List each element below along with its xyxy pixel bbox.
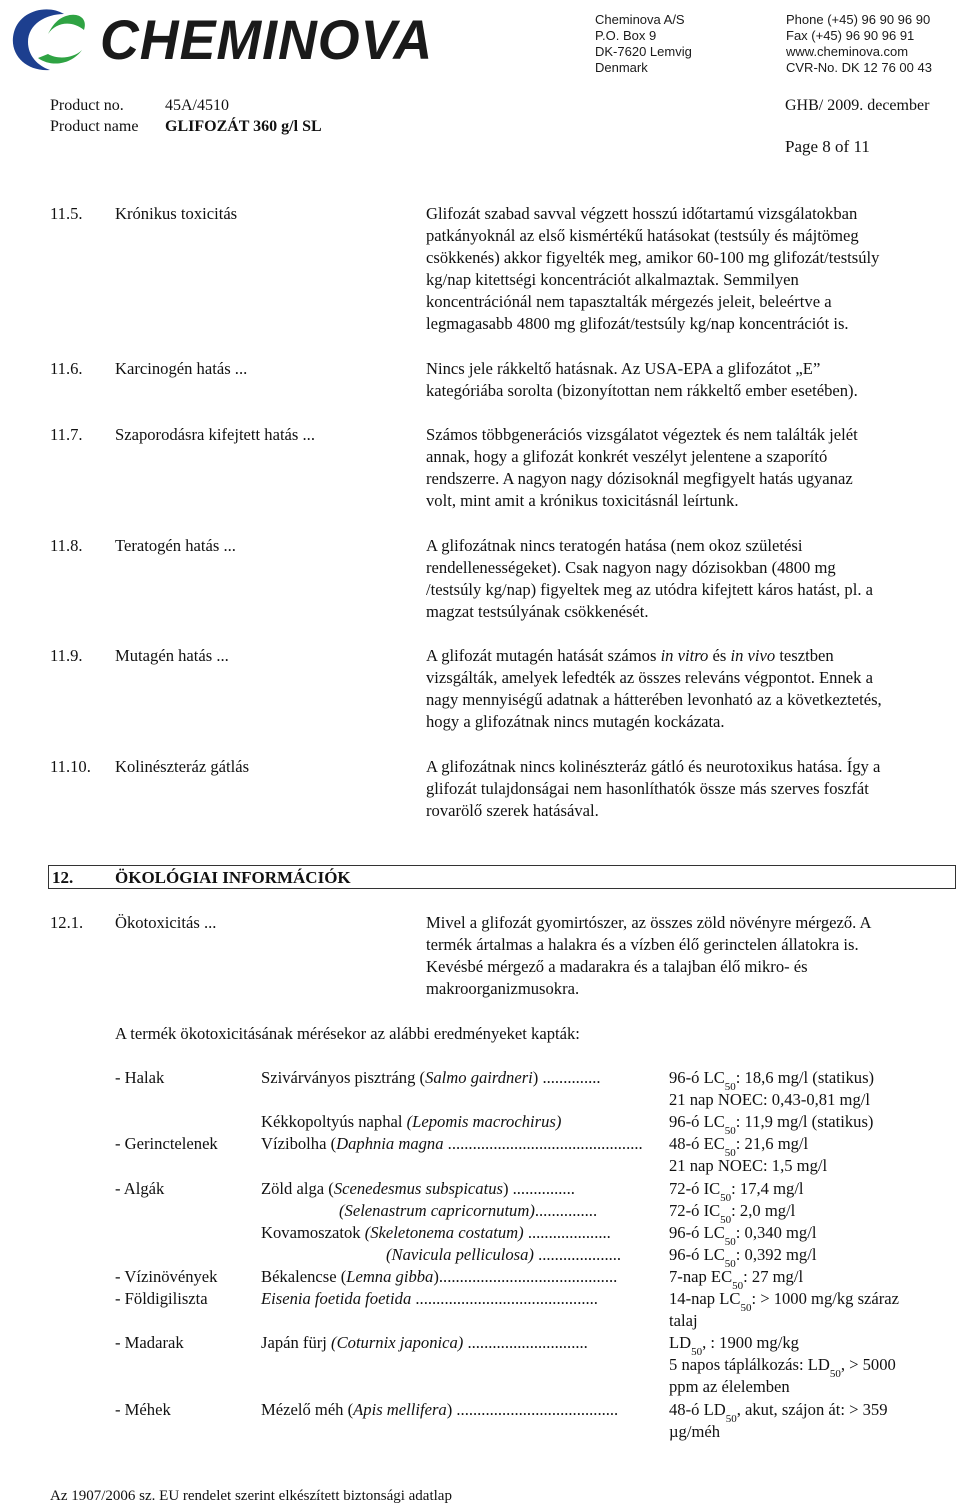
value-text: talaj xyxy=(669,1311,698,1330)
section-text xyxy=(426,424,956,512)
organism-group: - Méhek xyxy=(115,1400,171,1419)
text-line: glifozát tulajdonságai nem hasonlíthatók össze más szerves foszfát xyxy=(426,779,869,798)
toxicity-value xyxy=(669,1222,954,1249)
toxicity-value xyxy=(669,1421,954,1443)
species-name xyxy=(261,1399,661,1421)
species-text: Szivárványos pisztráng ( xyxy=(261,1068,426,1087)
footer: Az 1907/2006 sz. EU rendelet szerint elkészített biztonsági adatlap xyxy=(50,1488,452,1504)
toxicity-value xyxy=(669,1310,954,1332)
species-text: Kékkopoltyús naphal xyxy=(261,1112,407,1131)
species-text: Kovamoszatok xyxy=(261,1223,365,1242)
species-name xyxy=(261,1266,661,1288)
toxicity-value xyxy=(669,1332,954,1359)
page-number: Page 8 of 11 xyxy=(785,137,870,156)
company-contact xyxy=(786,12,932,76)
product-name-label: Product name xyxy=(50,118,139,135)
text-line: Nincs jele rákkeltő hatásnak. Az USA-EPA a glifozátot „E” xyxy=(426,359,821,378)
value-text: 21 nap NOEC: 1,5 mg/l xyxy=(669,1156,828,1175)
species-name xyxy=(261,1288,661,1310)
text-line: Számos többgenerációs vizsgálatot végeztek és nem találták jelét xyxy=(426,425,858,444)
phone: Phone (+45) 96 90 96 90 xyxy=(786,12,931,27)
cheminova-logo-icon xyxy=(8,6,90,74)
address-line: DK-7620 Lemvig xyxy=(595,44,692,59)
text-line: kg/nap kitettségi koncentrációt alkalmaztak. Semmilyen xyxy=(426,270,799,289)
text-line: annak, hogy a glifozát konkrét veszélyt jelentene a szaporító xyxy=(426,447,828,466)
species-name xyxy=(261,1067,661,1089)
edition: GHB/ 2009. december xyxy=(785,97,930,114)
value-subscript: 50 xyxy=(725,1413,737,1426)
value-text: µg/méh xyxy=(669,1422,721,1441)
text-line: A glifozátnak nincs kolinészteráz gátló és neurotoxikus hatása. Így a xyxy=(426,757,881,776)
value-subscript: 50 xyxy=(724,1125,736,1138)
cvr-number: CVR-No. DK 12 76 00 43 xyxy=(786,60,932,75)
dot-leader: ....................................... xyxy=(452,1400,619,1419)
text-line: volt, mint amit a krónikus toxicitásnál leírtunk. xyxy=(426,491,739,510)
text-line: kategóriába sorolta (bizonyítottan nem rákkeltő ember esetében). xyxy=(426,381,858,400)
toxicity-value xyxy=(669,1266,954,1293)
company-address xyxy=(595,12,692,76)
species-text: ) xyxy=(446,1400,453,1419)
value-text: : 18,6 mg/l (statikus) xyxy=(735,1068,875,1087)
latin-name: Daphnia magna xyxy=(336,1134,444,1153)
subsection-label: Ökotoxicitás ... xyxy=(115,913,217,932)
section-label: Szaporodásra kifejtett hatás ... xyxy=(115,425,315,444)
value-text: 72-ó IC xyxy=(669,1201,721,1220)
value-text: : 11,9 mg/l (statikus) xyxy=(735,1112,874,1131)
value-text: 96-ó LC xyxy=(669,1245,725,1264)
section-title: ÖKOLÓGIAI INFORMÁCIÓK xyxy=(115,868,351,887)
value-text: 48-ó LD xyxy=(669,1400,726,1419)
text-line: termék ártalmas a halakra és a vízben élő gerinctelen állatokra is. xyxy=(426,935,859,954)
organism-group: - Algák xyxy=(115,1179,165,1198)
dot-leader: .............. xyxy=(538,1068,601,1087)
product-no: 45A/4510 xyxy=(165,97,229,114)
latin-name: (Coturnix japonica) xyxy=(331,1333,464,1352)
toxicity-value xyxy=(669,1244,954,1271)
section-number: 12. xyxy=(52,868,74,887)
toxicity-value xyxy=(669,1288,954,1315)
product-no-label: Product no. xyxy=(50,97,124,114)
value-subscript: 50 xyxy=(720,1214,732,1227)
text-line: nagy mennyiségű adatnak a hátterében levonható az a következtetés, xyxy=(426,690,882,709)
value-subscript: 50 xyxy=(720,1192,732,1205)
brand-name: CHEMINOVA xyxy=(100,8,434,71)
text-line: legmagasabb 4800 mg glifozát/testsúly kg/nap koncentrációt is. xyxy=(426,314,849,333)
value-subscript: 50 xyxy=(724,1236,736,1249)
toxicity-value xyxy=(669,1155,954,1177)
species-text: Békalencse ( xyxy=(261,1267,347,1286)
toxicity-value xyxy=(669,1133,954,1160)
text-line: csökkenés) akkor figyelték meg, amikor 60-100 mg glifozát/testsúly xyxy=(426,248,880,267)
latin-name: Salmo gairdneri xyxy=(425,1068,533,1087)
dot-leader: .................... xyxy=(533,1245,622,1264)
dot-leader: ............... xyxy=(534,1201,598,1220)
dot-leader: ............................................ xyxy=(411,1289,598,1308)
text-line: A glifozátnak nincs teratogén hatása (nem okoz születési xyxy=(426,536,803,555)
section-number: 11.7. xyxy=(50,425,83,444)
text-line: rovarölő szerek hatásával. xyxy=(426,801,599,820)
value-text: : 21,6 mg/l xyxy=(735,1134,809,1153)
section-12-header xyxy=(48,865,956,889)
latin-name: (Skeletonema costatum) xyxy=(364,1223,524,1242)
section-text xyxy=(426,203,956,335)
species-text: Mézelő méh ( xyxy=(261,1400,354,1419)
value-text: 5 napos táplálkozás: LD xyxy=(669,1355,830,1374)
section-label: Karcinogén hatás ... xyxy=(115,359,248,378)
latin-name: Lemna gibba xyxy=(346,1267,434,1286)
text-line: hogy a glifozátnak nincs mutagén kockázata. xyxy=(426,712,725,731)
value-text: : 0,340 mg/l xyxy=(735,1223,817,1242)
latin-name: Scenedesmus subspicatus xyxy=(333,1179,503,1198)
latin-name: Eisenia foetida foetida xyxy=(261,1289,412,1308)
section-label: Krónikus toxicitás xyxy=(115,204,238,223)
value-text: : 27 mg/l xyxy=(743,1267,804,1286)
organism-group: - Vízinövények xyxy=(115,1267,218,1286)
value-subscript: 50 xyxy=(740,1302,752,1315)
website-link[interactable]: www.cheminova.com xyxy=(786,44,909,59)
text-line: vizsgálták, amelyek lefedték az összes releváns végpontot. Ennek a xyxy=(426,668,873,687)
toxicity-value xyxy=(669,1354,954,1381)
value-text: 7-nap EC xyxy=(669,1267,733,1286)
text-line: Mivel a glifozát gyomirtószer, az összes zöld növényre mérgező. A xyxy=(426,913,872,932)
latin-name: (Navicula pelliculosa) xyxy=(386,1245,534,1264)
value-text: , : 1900 mg/kg xyxy=(702,1333,799,1352)
value-subscript: 50 xyxy=(829,1368,841,1381)
text-line: makroorganizmusokra. xyxy=(426,979,580,998)
toxicity-value xyxy=(669,1178,954,1205)
text-line: rendellenességeket). Csak nagyon nagy dózisokban (4800 mg xyxy=(426,558,836,577)
value-subscript: 50 xyxy=(724,1081,736,1094)
dot-leader: .................... xyxy=(523,1223,611,1242)
toxicity-value xyxy=(669,1200,954,1227)
ecotox-intro: A termék ökotoxicitásának mérésekor az alábbi eredményeket kapták: xyxy=(115,1024,580,1043)
species-name xyxy=(261,1111,661,1133)
value-subscript: 50 xyxy=(724,1147,736,1160)
species-text: ) xyxy=(502,1179,509,1198)
product-name: GLIFOZÁT 360 g/l SL xyxy=(165,118,322,135)
species-text: ) xyxy=(433,1267,439,1286)
latin-name: (Lepomis macrochirus) xyxy=(406,1112,562,1131)
toxicity-value xyxy=(669,1376,954,1398)
text-line: rendszerre. A nagyon nagy dózisoknál megfigyelt hatás ugyanaz xyxy=(426,469,853,488)
text-line: A glifozát mutagén hatását számos in vitro és in vivo tesztben xyxy=(426,646,834,665)
value-subscript: 50 xyxy=(732,1280,744,1293)
dot-leader: ............................. xyxy=(463,1333,588,1352)
address-line: P.O. Box 9 xyxy=(595,28,657,43)
latin-name: Apis mellifera xyxy=(353,1400,447,1419)
species-text: Vízibolha ( xyxy=(261,1134,337,1153)
toxicity-value xyxy=(669,1111,954,1138)
value-text: 14-nap LC xyxy=(669,1289,741,1308)
text-line: Kevésbé mérgező a madarakra és a talajban élő mikro- és xyxy=(426,957,808,976)
text-line: /testsúly kg/nap) figyeltek meg az utódra kifejtett káros hatást, pl. a xyxy=(426,580,873,599)
section-number: 11.6. xyxy=(50,359,83,378)
value-text: 96-ó LC xyxy=(669,1112,725,1131)
section-number: 11.9. xyxy=(50,646,83,665)
dot-leader: ........................................... xyxy=(438,1267,618,1286)
subsection-number: 12.1. xyxy=(50,913,84,932)
species-text: ) xyxy=(532,1068,539,1087)
organism-group: - Halak xyxy=(115,1068,165,1087)
species-name xyxy=(261,1200,739,1222)
section-label: Kolinészteráz gátlás xyxy=(115,757,250,776)
species-name xyxy=(261,1178,661,1200)
value-text: ppm az élelemben xyxy=(669,1377,790,1396)
organism-group: - Földigiliszta xyxy=(115,1289,208,1308)
text-line: Glifozát szabad savval végzett hosszú időtartamú vizsgálatokban xyxy=(426,204,858,223)
value-subscript: 50 xyxy=(724,1258,736,1271)
section-text xyxy=(426,645,956,733)
value-text: LD xyxy=(669,1333,692,1352)
section-text xyxy=(426,535,956,623)
fax: Fax (+45) 96 90 96 91 xyxy=(786,28,915,43)
toxicity-value xyxy=(669,1067,954,1094)
species-text: Zöld alga ( xyxy=(261,1179,334,1198)
value-text: 48-ó EC xyxy=(669,1134,725,1153)
value-text: 96-ó LC xyxy=(669,1223,725,1242)
organism-group: - Gerinctelenek xyxy=(115,1134,218,1153)
section-text xyxy=(426,358,956,402)
value-text: 96-ó LC xyxy=(669,1068,725,1087)
latin-name: (Selenastrum capricornutum) xyxy=(339,1201,535,1220)
ecotox-description xyxy=(426,912,956,1000)
value-text: 72-ó IC xyxy=(669,1179,721,1198)
section-number: 11.10. xyxy=(50,757,91,776)
value-subscript: 50 xyxy=(691,1346,703,1359)
toxicity-value xyxy=(669,1399,954,1426)
section-text xyxy=(426,756,956,822)
species-name xyxy=(261,1133,661,1155)
value-text: : > 1000 mg/kg száraz xyxy=(751,1289,900,1308)
species-text: Japán fürj xyxy=(261,1333,332,1352)
value-text: 21 nap NOEC: 0,43-0,81 mg/l xyxy=(669,1090,870,1109)
section-number: 11.5. xyxy=(50,204,83,223)
value-text: , > 5000 xyxy=(840,1355,896,1374)
toxicity-value xyxy=(669,1089,954,1111)
value-text: : 17,4 mg/l xyxy=(731,1179,804,1198)
address-line: Cheminova A/S xyxy=(595,12,685,27)
section-label: Teratogén hatás ... xyxy=(115,536,236,555)
section-label: Mutagén hatás ... xyxy=(115,646,229,665)
dot-leader: ............................................... xyxy=(443,1134,643,1153)
address-line: Denmark xyxy=(595,60,648,75)
section-number: 11.8. xyxy=(50,536,83,555)
text-line: patkányoknál az első kismértékű hatásokat (testsúly és májtömeg xyxy=(426,226,859,245)
species-name xyxy=(261,1222,661,1244)
value-text: : 0,392 mg/l xyxy=(735,1245,817,1264)
value-text: : 2,0 mg/l xyxy=(731,1201,796,1220)
dot-leader: ............... xyxy=(508,1179,575,1198)
species-name xyxy=(261,1332,661,1354)
text-line: koncentrációnál nem tapasztalták mérgezés jeleit, beleértve a xyxy=(426,292,832,311)
organism-group: - Madarak xyxy=(115,1333,184,1352)
value-text: , akut, szájon át: > 359 xyxy=(736,1400,888,1419)
text-line: magzat testsúlyának csökkenését. xyxy=(426,602,649,621)
